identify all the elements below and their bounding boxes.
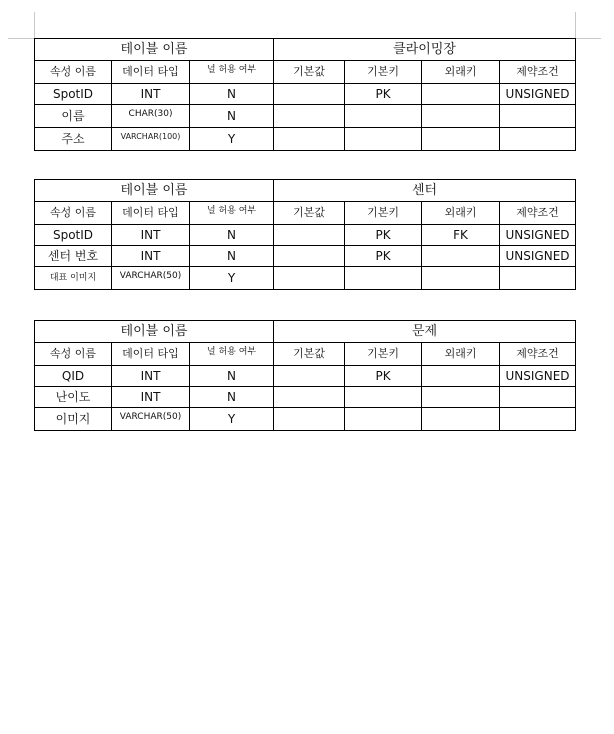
column-header: 제약조건 xyxy=(500,61,576,84)
table-title-row xyxy=(35,39,576,61)
schema-table-climbing-gym xyxy=(34,38,576,151)
table-cell xyxy=(345,128,422,151)
schema-table-problem xyxy=(34,320,576,431)
column-header: 데이터 타입 xyxy=(112,343,190,366)
schema-table-center xyxy=(34,179,576,290)
table-row xyxy=(35,246,576,267)
table-cell: SpotID xyxy=(35,225,112,246)
table-cell: 난이도 xyxy=(35,387,112,408)
column-header: 제약조건 xyxy=(500,202,576,225)
corner-mark-top-right-horizontal xyxy=(575,38,601,39)
table-name-value: 클라이밍장 xyxy=(274,39,576,61)
table-row xyxy=(35,128,576,151)
table-row xyxy=(35,387,576,408)
column-header: 기본값 xyxy=(274,202,345,225)
table-cell xyxy=(274,105,345,128)
table-cell xyxy=(274,84,345,105)
column-header: 외래키 xyxy=(422,202,500,225)
table-cell: VARCHAR(50) xyxy=(112,408,190,431)
table-cell xyxy=(274,246,345,267)
table-row xyxy=(35,84,576,105)
column-header: 널 허용 여부 xyxy=(190,61,274,84)
table-cell xyxy=(345,387,422,408)
table-cell: CHAR(30) xyxy=(112,105,190,128)
table-cell xyxy=(422,387,500,408)
column-header: 널 허용 여부 xyxy=(190,202,274,225)
column-header: 기본키 xyxy=(345,202,422,225)
table-cell xyxy=(345,105,422,128)
table-row xyxy=(35,105,576,128)
table-row xyxy=(35,267,576,290)
table-cell xyxy=(422,246,500,267)
column-header: 제약조건 xyxy=(500,343,576,366)
table-cell: VARCHAR(50) xyxy=(112,267,190,290)
table-cell: 센터 번호 xyxy=(35,246,112,267)
table-row xyxy=(35,408,576,431)
column-header: 기본값 xyxy=(274,343,345,366)
table-cell: INT xyxy=(112,366,190,387)
table-cell: QID xyxy=(35,366,112,387)
table-cell xyxy=(422,105,500,128)
table-cell xyxy=(274,366,345,387)
table-cell: INT xyxy=(112,84,190,105)
table-name-label: 테이블 이름 xyxy=(35,180,274,202)
table-cell: PK xyxy=(345,225,422,246)
table-cell: 주소 xyxy=(35,128,112,151)
table-cell xyxy=(274,128,345,151)
table-name-value: 센터 xyxy=(274,180,576,202)
table-cell: N xyxy=(190,225,274,246)
table-cell: 이미지 xyxy=(35,408,112,431)
table-cell: INT xyxy=(112,225,190,246)
corner-mark-top-left-horizontal xyxy=(8,38,34,39)
table-cell xyxy=(345,408,422,431)
table-cell: Y xyxy=(190,267,274,290)
column-header: 외래키 xyxy=(422,343,500,366)
column-header: 데이터 타입 xyxy=(112,61,190,84)
column-header: 속성 이름 xyxy=(35,202,112,225)
column-header: 속성 이름 xyxy=(35,343,112,366)
table-cell: N xyxy=(190,84,274,105)
table-cell: PK xyxy=(345,366,422,387)
corner-mark-top-right-vertical xyxy=(575,12,576,38)
table-cell xyxy=(274,408,345,431)
table-cell xyxy=(422,84,500,105)
column-header: 기본키 xyxy=(345,343,422,366)
table-cell xyxy=(274,387,345,408)
table-cell: UNSIGNED xyxy=(500,366,576,387)
table-cell xyxy=(422,408,500,431)
table-cell: N xyxy=(190,366,274,387)
table-title-row xyxy=(35,180,576,202)
table-row xyxy=(35,366,576,387)
table-cell xyxy=(500,408,576,431)
table-cell xyxy=(274,225,345,246)
table-cell: UNSIGNED xyxy=(500,84,576,105)
table-cell: N xyxy=(190,105,274,128)
table-cell xyxy=(500,128,576,151)
table-name-value: 문제 xyxy=(274,321,576,343)
table-cell: 대표 이미지 xyxy=(35,267,112,290)
table-cell xyxy=(500,105,576,128)
table-cell: INT xyxy=(112,387,190,408)
table-row xyxy=(35,225,576,246)
column-header: 데이터 타입 xyxy=(112,202,190,225)
column-header-row xyxy=(35,202,576,225)
table-cell xyxy=(500,267,576,290)
table-title-row xyxy=(35,321,576,343)
table-cell: SpotID xyxy=(35,84,112,105)
column-header: 널 허용 여부 xyxy=(190,343,274,366)
table-cell: FK xyxy=(422,225,500,246)
column-header: 기본키 xyxy=(345,61,422,84)
table-cell: PK xyxy=(345,84,422,105)
table-cell: UNSIGNED xyxy=(500,225,576,246)
table-cell: Y xyxy=(190,128,274,151)
corner-mark-top-left-vertical xyxy=(34,12,35,38)
table-name-label: 테이블 이름 xyxy=(35,39,274,61)
column-header-row xyxy=(35,61,576,84)
column-header-row xyxy=(35,343,576,366)
table-cell xyxy=(422,366,500,387)
column-header: 속성 이름 xyxy=(35,61,112,84)
table-cell: N xyxy=(190,387,274,408)
table-cell xyxy=(500,387,576,408)
table-cell xyxy=(422,267,500,290)
column-header: 기본값 xyxy=(274,61,345,84)
table-cell xyxy=(345,267,422,290)
column-header: 외래키 xyxy=(422,61,500,84)
table-cell xyxy=(422,128,500,151)
table-name-label: 테이블 이름 xyxy=(35,321,274,343)
table-cell: N xyxy=(190,246,274,267)
table-cell: Y xyxy=(190,408,274,431)
table-cell: VARCHAR(100) xyxy=(112,128,190,151)
table-cell: PK xyxy=(345,246,422,267)
table-cell: 이름 xyxy=(35,105,112,128)
table-cell: UNSIGNED xyxy=(500,246,576,267)
table-cell: INT xyxy=(112,246,190,267)
table-cell xyxy=(274,267,345,290)
